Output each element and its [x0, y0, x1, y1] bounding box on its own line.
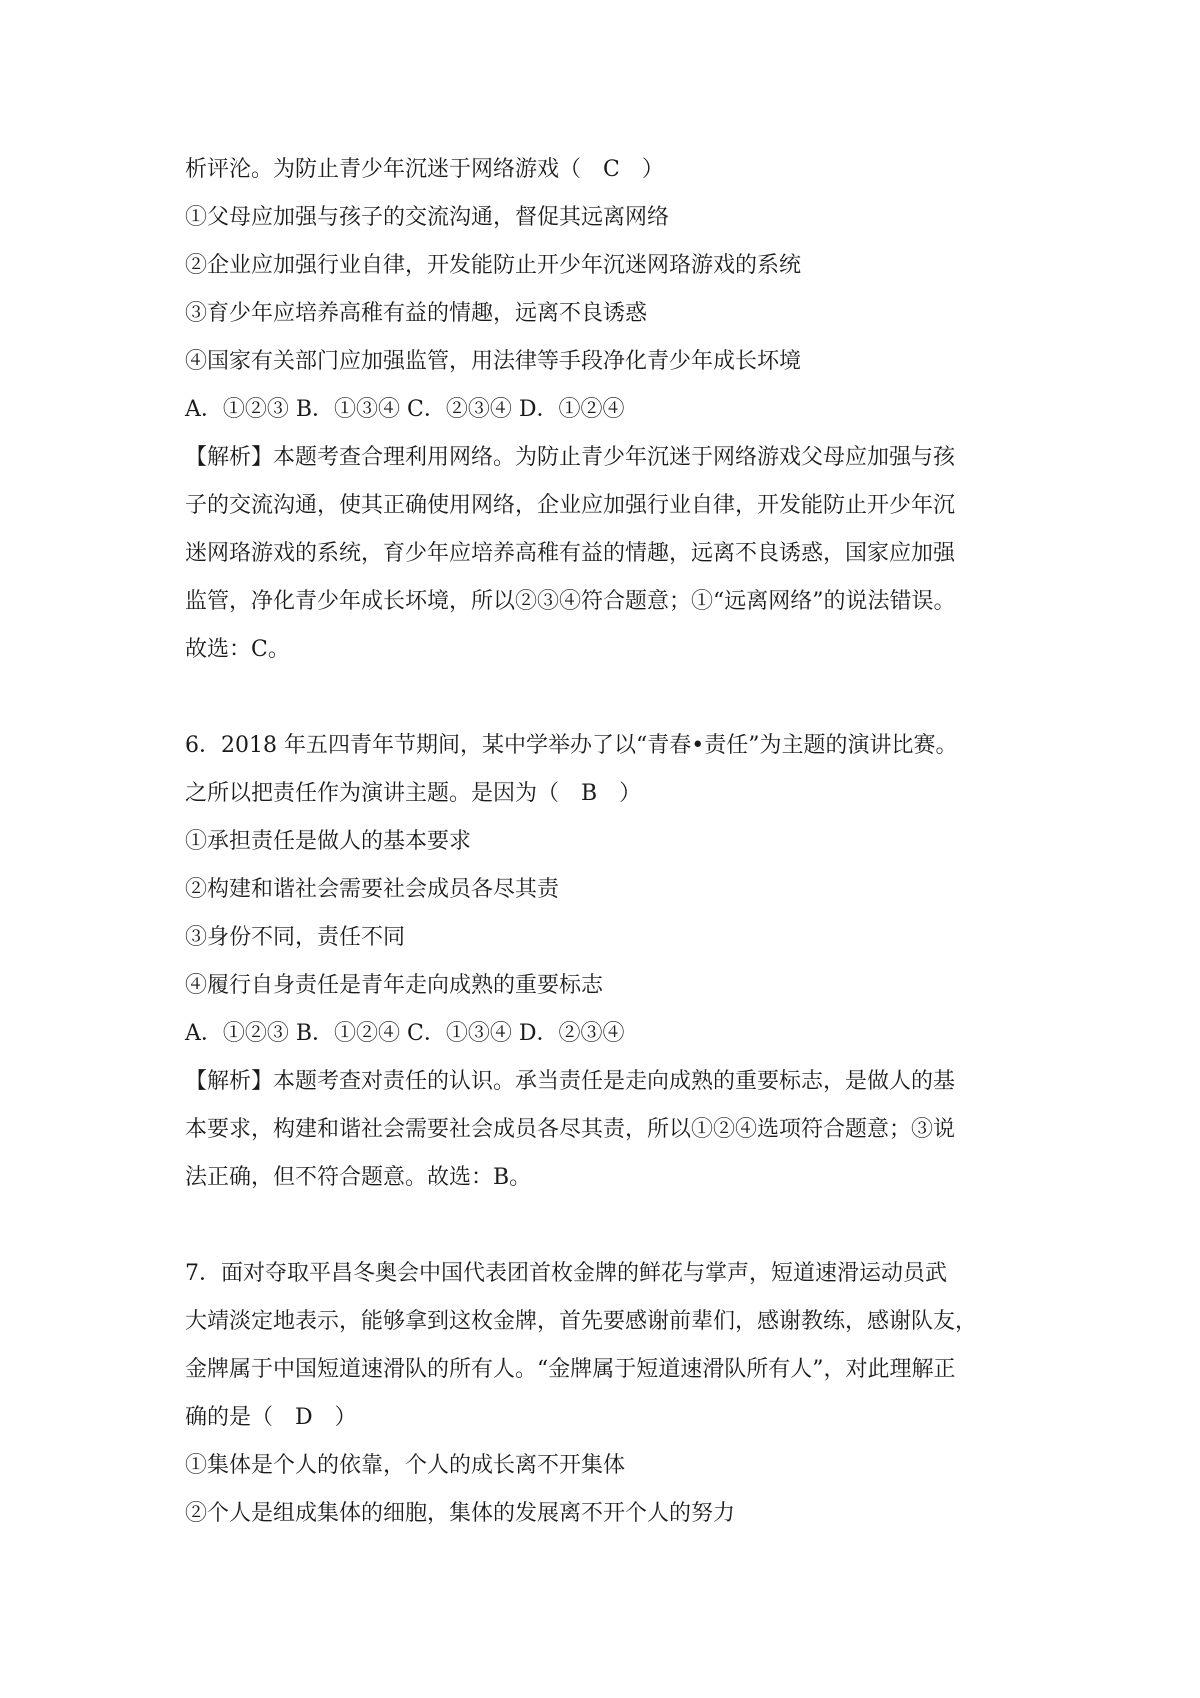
question-5-analysis-line: 监管，净化青少年成长坏境，所以②③④符合题意；①“远离网络”的说法错误。	[185, 589, 956, 614]
question-5-analysis	[185, 434, 1045, 674]
question-6-analysis-line: 【解析】本题考查对责任的认识。承当责任是走向成熟的重要标志，是做人的基	[185, 1069, 956, 1094]
question-5-analysis-line: 迷网珞游戏的系统，育少年应培养高稚有益的情趣，远离不良诱惑，国家应加强	[185, 541, 956, 566]
question-5-analysis-line: 故选：C。	[185, 637, 290, 662]
question-7	[185, 1250, 1045, 1538]
question-7-item-2: ②个人是组成集体的细胞，集体的发展离不开个人的努力	[185, 1501, 736, 1526]
question-6-item-3: ③身份不同，责任不同	[185, 925, 406, 950]
question-5-item-3: ③育少年应培养高稚有益的情趣，远离不良诱惑	[185, 301, 648, 326]
question-6-stem-line: 6．2018 年五四青年节期间，某中学举办了以“青春•责任”为主题的演讲比赛。	[185, 733, 958, 758]
question-6-options: A．①②③ B．①②④ C．①③④ D．②③④	[185, 1021, 625, 1046]
question-5-analysis-line: 【解析】本题考查合理利用网络。为防止青少年沉迷于网络游戏父母应加强与孩	[185, 445, 956, 470]
question-6-item-4: ④履行自身责任是青年走向成熟的重要标志	[185, 973, 604, 998]
question-7-stem-line: 确的是（ D ）	[185, 1405, 357, 1430]
question-6	[185, 722, 1045, 1202]
question-6-item-1: ①承担责任是做人的基本要求	[185, 829, 472, 854]
question-5-item-2: ②企业应加强行业自律，开发能防止开少年沉迷网珞游戏的系统	[185, 253, 802, 278]
question-6-item-2: ②构建和谐社会需要社会成员各尽其责	[185, 877, 560, 902]
question-7-stem-line: 金牌属于中国短道速滑队的所有人。“金牌属于短道速滑队所有人”，对此理解正	[185, 1357, 956, 1382]
question-7-stem-line: 7．面对夺取平昌冬奥会中国代表团首枚金牌的鲜花与掌声，短道速滑运动员武	[185, 1261, 947, 1286]
question-6-stem-line: 之所以把责任作为演讲主题。是因为（ B ）	[185, 781, 642, 806]
question-6-analysis	[185, 1058, 1045, 1202]
question-7-stem-line: 大靖淡定地表示，能够拿到这枚金牌，首先要感谢前辈们，感谢教练，感谢队友，	[185, 1309, 978, 1334]
question-5-tail	[185, 146, 1045, 674]
question-5-item-1: ①父母应加强与孩子的交流沟通，督促其远离网络	[185, 205, 670, 230]
question-5-stem-tail: 析评沦。为防止青少年沉迷于网络游戏（ C ）	[185, 157, 664, 182]
question-5-analysis-line: 子的交流沟通，使其正确使用网络，企业应加强行业自律，开发能防止开少年沉	[185, 493, 956, 518]
question-7-item-1: ①集体是个人的依靠，个人的成长离不开集体	[185, 1453, 626, 1478]
question-5-options: A．①②③ B．①③④ C．②③④ D．①②④	[185, 397, 625, 422]
question-5-item-4: ④国家有关部门应加强监管，用法律等手段净化青少年成长坏境	[185, 349, 802, 374]
question-6-analysis-line: 法正确，但不符合题意。故选：B。	[185, 1165, 532, 1190]
page-content	[185, 146, 1045, 1586]
question-6-analysis-line: 本要求，构建和谐社会需要社会成员各尽其责，所以①②④选项符合题意；③说	[185, 1117, 956, 1142]
